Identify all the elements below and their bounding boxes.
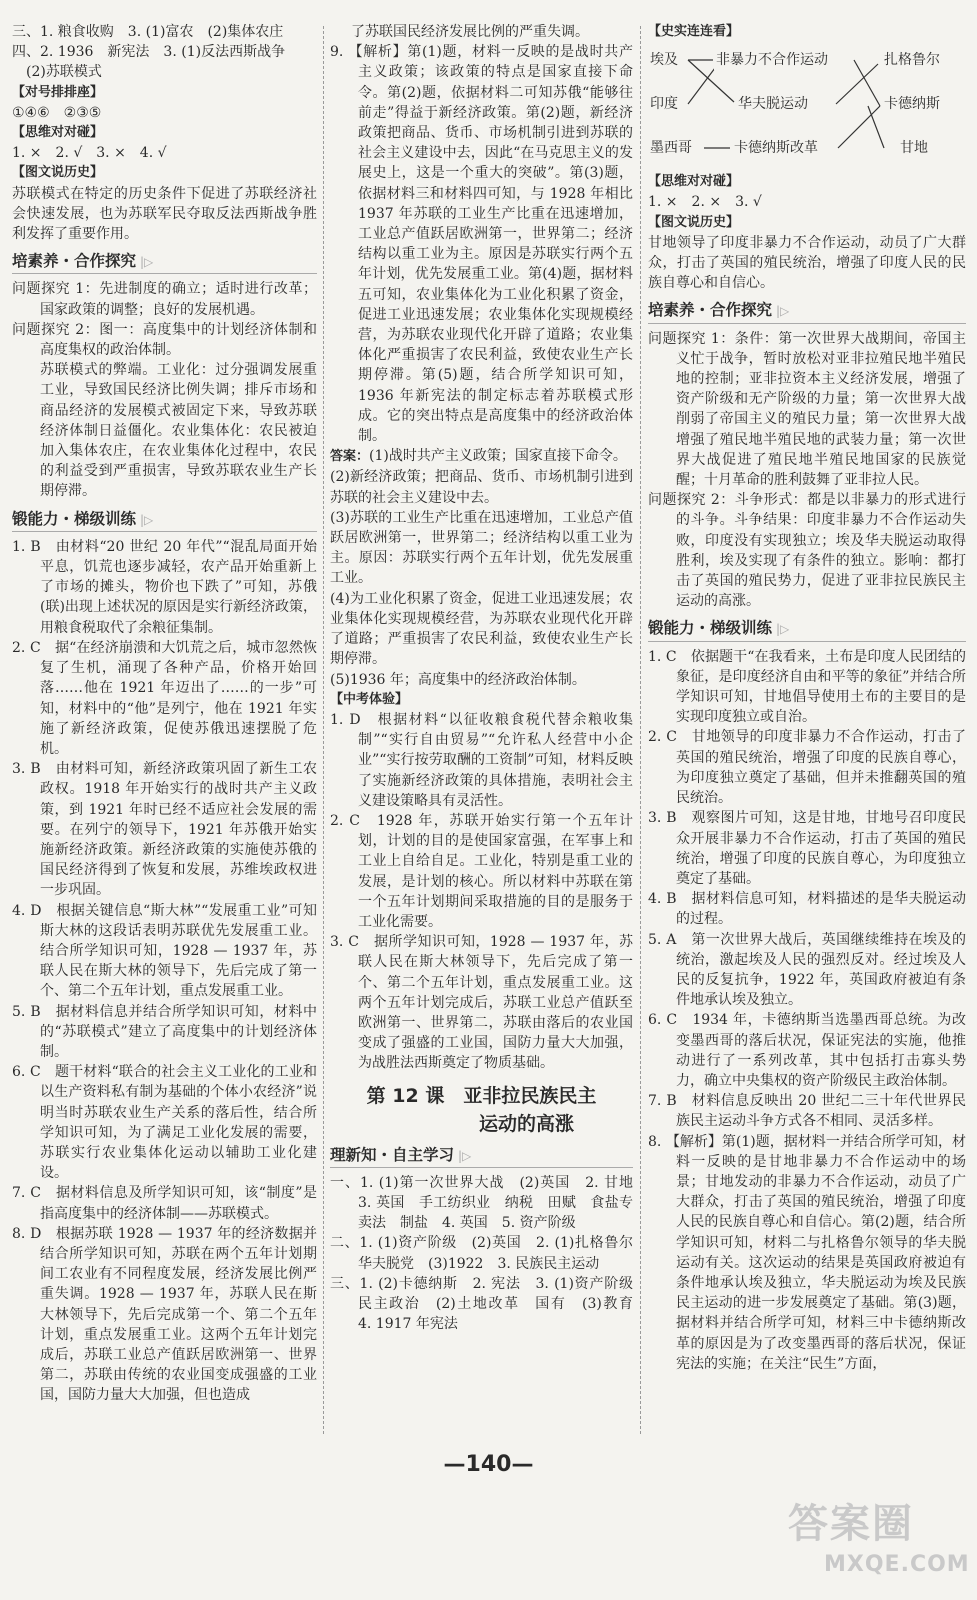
list-item: 7. C 据材料信息及所学知识可知，该“制度”是指高度集中的经济体制——苏联模式。: [12, 1185, 317, 1222]
match-right-item: 扎格鲁尔: [882, 50, 942, 70]
section-heading-text: 培素养・合作探究: [648, 301, 773, 320]
list-item: 3. B 观察图片可知，这是甘地，甘地号召印度民众开展非暴力不合作运动，打击了英国的殖民统治，增强了印度的民族自尊心，为印度独立奠定了基础。: [648, 810, 966, 887]
answer-line: [330, 446, 633, 467]
answer-text: (1)战时共产主义政策；国家直接下命令。: [369, 448, 627, 465]
lesson-title-line: 第 12 课 亚非拉民族民主: [366, 1084, 597, 1107]
section-tag: 【对号排排座】: [12, 84, 104, 100]
list-item: 2. C 1928 年，苏联开始实行第一个五年计划，计划的目的是使国家富强，在军事上和工业上自给自足。工业化，特别是重工业的发展，是计划的核心。所以材料中苏联在第一个五年计划期间采取措施的目的是服务于工业化需要。: [330, 812, 633, 930]
answer-line: (3)苏联的工业生产比重在迅速增加，工业总产值跃居欧洲第一，世界第二；经济结构以重工业为主。原因：苏联实行两个五年计划，优先发展重工业。: [330, 509, 633, 587]
section-tag: 【图文说历史】: [12, 165, 104, 181]
paragraph: 了苏联国民经济发展比例的严重失调。: [351, 24, 589, 40]
answer-line: 1. × 2. × 3. √: [648, 194, 762, 211]
section-heading-text: 锻能力・梯级训练: [648, 619, 773, 638]
section-heading-text: 锻能力・梯级训练: [12, 509, 137, 528]
match-left-item: 埃及: [648, 50, 680, 70]
paragraph: 苏联模式的弊端。工业化：过分强调发展重工业，导致国民经济比例失调；排斥市场和商品经济的发展模式被固定下来，导致苏联经济体制日益僵化。农业集体化：农民被迫加入集体农庄，在农业集体化过程中，农民的利益受到严重损害，导致苏联农业生产长期停滞。: [40, 362, 317, 500]
answer-line: (2)苏联模式: [12, 64, 102, 81]
answer-line: 四、2. 1936 新宪法 3. (1)反法西斯战争: [12, 44, 286, 61]
list-item: 3. B 由材料可知，新经济政策巩固了新生工农政权。1918 年开始实行的战时共产主义政策，到 1921 年时已经不适应社会发展的需要。在列宁的领导下，1921 年苏俄开始实施新经济政策。新经济政策的实施使苏俄的国民经济得到了恢复和发展，苏维埃政权进一步巩固。: [12, 761, 317, 899]
list-item: 5. B 据材料信息并结合所学知识可知，材料中的“苏联模式”建立了高度集中的计划经济体制。: [12, 1003, 317, 1060]
watermark-url: MXQE.COM: [824, 1552, 970, 1577]
paragraph: 问题探究 2：图一：高度集中的计划经济体制和高度集权的政治体制。: [12, 321, 317, 359]
answer-line: 1. × 2. √ 3. × 4. √: [12, 145, 167, 162]
section-tag: 【史实连连看】: [648, 24, 740, 39]
section-tag: 【思维对对碰】: [648, 174, 740, 190]
list-item: 1. D 根据材料“以征收粮食税代替余粮收集制”“实行自由贸易”“允许私人经营中小企业”“实行按劳取酬的工资制”可知，材料反映了实施新经济政策的具体措施，表明社会主义建设策略具有灵活性。: [330, 711, 633, 809]
list-item: 3. C 据所学知识可知，1928 — 1937 年，苏联人民在斯大林领导下，先后完成了第一个、第二个五年计划，重点发展重工业。这两个五年计划完成后，苏联工业总产值跃至欧洲第一、世界第二，苏联由落后的农业国变成了强盛的工业国，国防力量大大加强，为战胜法西斯奠定了物质基础。: [330, 934, 633, 1072]
list-item: 9. 【解析】第(1)题，材料一反映的是战时共产主义政策；该政策的特点是国家直接下命令。第(2)题，依据材料二可知苏俄“能够往前走”得益于新经济政策。第(2)题，新经济政策把商品、货币、市场机制引进到苏联的社会主义建设中去，因此“在马克思主义的发展史上，这是一个重大的突破”。第(3)题，依据材料三和材料四可知，与 1928 年相比 1937 年苏联的工业生产比重在迅速增加，工业总产值跃居欧洲第一，世界第二；经济结构以重工业为主。原因是苏联实行两个五年计划，优先发展重工业。第(4)题，据材料五可知，农业集体化为工业化积累了资金，促进工业迅速发展；农业集体化实现规模经营，为苏联农业现代化开辟了道路；农业集体化严重损害了农民利益，致使农业生产长期停滞。第(5)题，结合所学知识可知，1936 年新宪法的制定标志着苏联模式形成。它的突出特点是高度集中的经济政治体制。: [330, 44, 633, 445]
matching-diagram: [648, 46, 966, 166]
answer-line: 二、1. (1)资产阶级 (2)英国 2. (1)扎格鲁尔 华夫脱党 (3)1922 3. 民族民主运动: [330, 1235, 647, 1272]
column-divider: [323, 26, 324, 1434]
list-item: 4. B 据材料信息可知，材料描述的是华夫脱运动的过程。: [648, 891, 966, 928]
match-mid-item: 卡德纳斯改革: [732, 138, 820, 158]
list-item: 5. A 第一次世界大战后，英国继续维持在埃及的统治，激起埃及人民的强烈反对。经过埃及人民的反复抗争，1922 年，英国政府被迫有条件地承认埃及独立。: [648, 931, 966, 1009]
column-divider: [640, 26, 641, 1434]
match-left-item: 印度: [648, 94, 680, 114]
list-item: 2. C 甘地领导的印度非暴力不合作运动，打击了英国的殖民统治，增强了印度的民族自尊心，为印度独立奠定了基础，但并未推翻英国的殖民统治。: [648, 729, 966, 807]
arrow-icon: |▷: [458, 1148, 472, 1163]
arrow-icon: |▷: [140, 512, 154, 527]
list-item: 1. C 依据题干“在我看来，土布是印度人民团结的象征，是印度经济自由和平等的象征”并结合所学知识可知，甘地倡导使用土布的主要目的是实现印度独立或自治。: [648, 648, 966, 726]
column-1: [12, 22, 317, 1406]
arrow-icon: |▷: [776, 622, 790, 637]
paragraph: 问题探究 1：先进制度的确立；适时进行改革；国家政策的调整；良好的发展机遇。: [12, 281, 317, 318]
section-tag: 【思维对对碰】: [12, 125, 104, 141]
list-item: 8. D 根据苏联 1928 — 1937 年的经济数据并结合所学知识可知，苏联在两个五年计划期间工农业有不同程度发展，经济发展比例严重失调。1928 — 1937 年，苏联人民在斯大林领导下，先后完成第一个、第二个五年计划，重点发展重工业。这两个五年计划完成后，苏联工业总产值跃居欧洲第一、世界第二，苏联由传统的农业国变成强盛的工业国，国防力量大大加强，但也造成: [12, 1225, 317, 1404]
section-heading: [648, 300, 966, 323]
match-mid-item: 华夫脱运动: [736, 94, 810, 114]
section-heading: [330, 1145, 633, 1168]
section-heading-text: 理新知・自主学习: [330, 1145, 455, 1164]
section-tag: 【图文说历史】: [648, 214, 740, 230]
paragraph: 苏联模式在特定的历史条件下促进了苏联经济社会快速发展，也为苏联军民夺取反法西斯战争胜利发挥了重要作用。: [12, 185, 317, 243]
page-number: —140—: [443, 1452, 534, 1477]
list-item: 2. C 据“在经济崩溃和大饥荒之后，城市忽然恢复了生机，涌现了各种产品，价格开始回落……他在 1921 年迈出了……的一步”可知，材料中的“他”是列宁，他在 1921 年实施了新经济政策，促使苏俄迅速摆脱了危机。: [12, 639, 317, 757]
match-mid-item: 非暴力不合作运动: [714, 50, 830, 70]
answer-line: (5)1936 年；高度集中的经济政治体制。: [330, 671, 586, 688]
watermark-logo: [782, 1488, 970, 1592]
list-item: 6. C 1934 年，卡德纳斯当选墨西哥总统。为改变墨西哥的落后状况，保证宪法的实施，他推动进行了一系列改革，其中包括打击寡头势力，确立中央集权的资产阶级民主政治体制。: [648, 1012, 966, 1089]
answer-line: ①④⑥ ②③⑤: [12, 104, 102, 121]
answer-line: (4)为工业化积累了资金，促进工业迅速发展；农业集体化实现规模经营，为苏联农业现代化开辟了道路；严重损害了农民利益，致使农业生产长期停滞。: [330, 590, 633, 668]
answer-line: (2)新经济政策；把商品、货币、市场机制引进到苏联的社会主义建设中去。: [330, 469, 633, 506]
arrow-icon: |▷: [776, 304, 790, 319]
match-right-item: 卡德纳斯: [882, 94, 942, 114]
paragraph: 问题探究 1：条件：第一次世界大战期间，帝国主义忙于战争，暂时放松对亚非拉殖民地半殖民地的控制；亚非拉资本主义经济发展，增强了资产阶级和无产阶级的力量；第一次世界大战削弱了帝国主义的殖民力量；第一次世界大战增强了殖民地半殖民地的武装力量；第一次世界大战促进了殖民地半殖民地国家的民族觉醒；十月革命的胜利鼓舞了亚非拉人民。: [648, 330, 966, 489]
watermark-text: 答案圈: [788, 1501, 914, 1547]
section-heading: [648, 618, 966, 641]
section-heading: [12, 251, 317, 274]
column-2: [330, 22, 647, 1334]
arrow-icon: |▷: [140, 255, 154, 270]
match-right-item: 甘地: [898, 138, 930, 158]
section-tag: 【中考体验】: [330, 691, 409, 707]
lesson-title: [330, 1082, 633, 1138]
answer-line: 三、1. (2)卡德纳斯 2. 宪法 3. (1)资产阶级民主政治 (2)土地改革 国有 (3)教育 4. 1917 年宪法: [330, 1275, 647, 1333]
paragraph: 甘地领导了印度非暴力不合作运动，动员了广大群众，打击了英国的殖民统治，增强了印度人民的民族自尊心和自信心。: [648, 234, 966, 292]
answer-line: 一、1. (1)第一次世界大战 (2)英国 2. 甘地 3. 英国 手工纺织业 纳税 田赋 食盐专卖法 制盐 4. 英国 5. 资产阶级: [330, 1174, 647, 1232]
answer-label: 答案：: [330, 449, 370, 465]
list-item: 4. D 根据关键信息“斯大林”“发展重工业”可知斯大林的这段话表明苏联优先发展重工业。结合所学知识可知，1928 — 1937 年，苏联人民在斯大林的领导下，先后完成了第一个、第二个五年计划，重点发展重工业。: [12, 902, 317, 1000]
section-heading-text: 培素养・合作探究: [12, 252, 137, 271]
paragraph: 问题探究 2：斗争形式：都是以非暴力的形式进行的斗争。斗争结果：印度非暴力不合作运动失败，印度没有实现独立；埃及华夫脱运动取得胜利，埃及实现了有条件的独立。影响：都打击了英国的殖民势力，促进了亚非拉民族民主运动的高涨。: [648, 492, 966, 610]
lesson-title-line: 运动的高涨: [478, 1112, 574, 1135]
section-heading: [12, 509, 317, 532]
list-item: 8. 【解析】第(1)题，据材料一并结合所学可知，材料一反映的是甘地非暴力不合作运动中的场景；甘地发动的非暴力不合作运动，动员了广大群众，打击了英国的殖民统治，增强了印度人民的民族自尊心和自信心。第(2)题，结合所学知识可知，材料二与扎格鲁尔领导的华夫脱运动有关。这次运动的结果是英国政府被迫有条件地承认埃及独立，华夫脱运动为埃及民族民主运动的进一步发展奠定了基础。第(3)题，据材料并结合所学可知，材料三中卡德纳斯改革的原因是为了改变墨西哥的落后状况，保证宪法的实施；在关注“民生”方面，: [648, 1133, 966, 1372]
answer-line: 三、1. 粮食收购 3. (1)富农 (2)集体农庄: [12, 24, 284, 40]
list-item: 1. B 由材料“20 世纪 20 年代”“混乱局面开始平息，饥荒也逐步减轻，农产品开始重新上了市场的摊头，物价也下跌了”可知，苏俄(联)出现上述状况的原因是实行新经济政策，用粮食税取代了余粮征集制。: [12, 538, 317, 636]
match-left-item: 墨西哥: [648, 138, 694, 158]
list-item: 6. C 题干材料“联合的社会主义工业化的工业和以生产资料私有制为基础的个体小农经济”说明当时苏联农业生产关系的落后性，结合所学知识可知，为了满足工业化发展的需要，苏联实行农业集体化运动以辅助工业化建设。: [12, 1064, 317, 1182]
column-3: [648, 22, 966, 1374]
list-item: 7. B 材料信息反映出 20 世纪二三十年代世界民族民主运动斗争方式各不相同、灵活多样。: [648, 1093, 966, 1130]
